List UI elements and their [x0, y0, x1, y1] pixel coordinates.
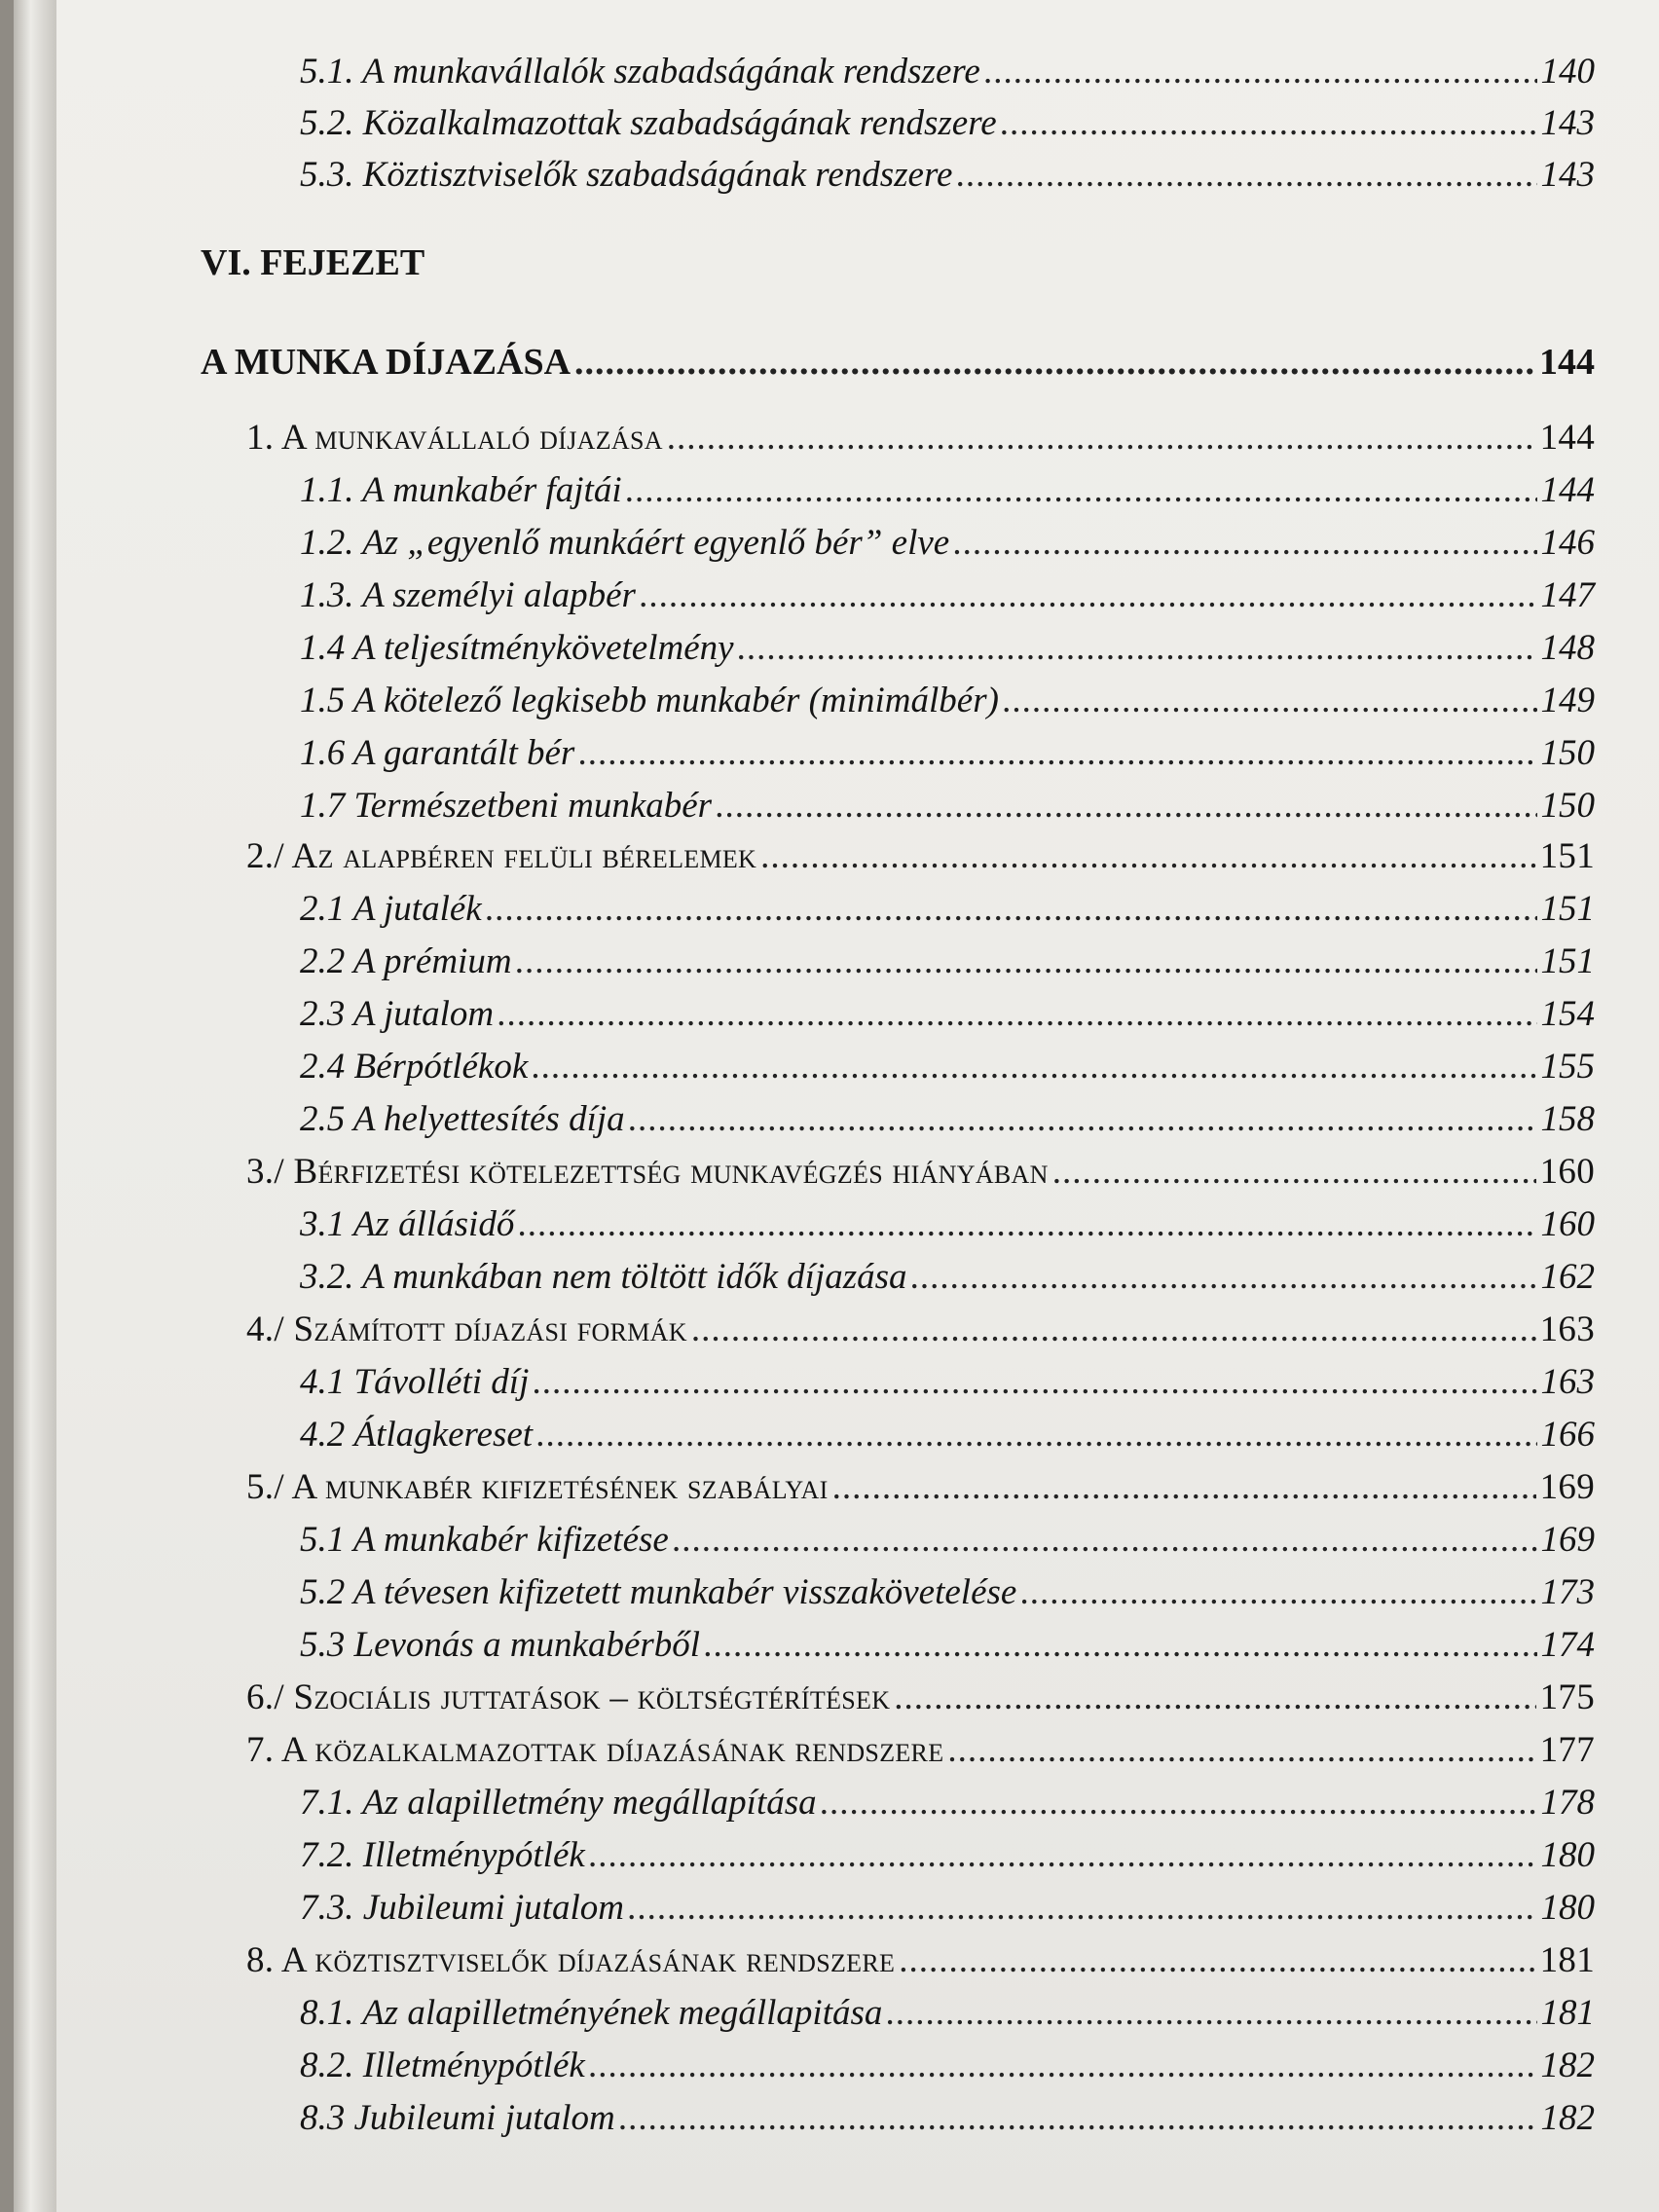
toc-entry-page: 169 — [1539, 1467, 1595, 1507]
dot-leader — [984, 51, 1537, 92]
dot-leader — [518, 1203, 1536, 1245]
toc-entry-page: 150 — [1540, 786, 1595, 826]
toc-entry-page: 144 — [1539, 342, 1595, 383]
toc-entry-title: 5./ A munkabér kifizetésének szabályai — [246, 1467, 829, 1507]
toc-entry-title: 1.1. A munkabér fajtái — [300, 470, 622, 510]
dot-leader — [589, 1834, 1537, 1876]
toc-entry — [246, 1466, 1595, 1508]
toc-entry — [300, 1992, 1595, 2034]
toc-entry-title: 8. A köztisztviselők díjazásának rendszere — [246, 1940, 896, 1980]
toc-entry-page: 154 — [1540, 994, 1595, 1034]
toc-entry — [246, 1309, 1595, 1350]
toc-entry — [300, 1098, 1595, 1140]
dot-leader — [486, 888, 1537, 930]
toc-entry-page: 140 — [1540, 52, 1595, 92]
dot-leader — [886, 1992, 1536, 2034]
toc-entry-title: 3.1 Az állásidő — [300, 1204, 515, 1244]
dot-leader — [589, 2045, 1537, 2086]
toc-entry-title: 5.2. Közalkalmazottak szabadságának rendszere — [300, 103, 997, 143]
toc-entry-page: 180 — [1540, 1888, 1595, 1928]
dot-leader — [716, 785, 1536, 827]
toc-entry — [246, 417, 1595, 459]
toc-entry-title: 4./ Számított díjazási formák — [246, 1309, 687, 1349]
toc-entry-page: 149 — [1540, 681, 1595, 720]
dot-leader — [704, 1624, 1536, 1666]
toc-entry — [300, 1414, 1595, 1456]
dot-leader — [578, 732, 1536, 774]
toc-entry — [246, 835, 1595, 877]
toc-entry-page: 177 — [1539, 1730, 1595, 1770]
chapter-heading: VI. FEJEZET — [201, 242, 425, 283]
dot-leader — [738, 627, 1537, 669]
toc-entry-page: 148 — [1540, 628, 1595, 668]
toc-entry-title: 8.1. Az alapilletményének megállapitása — [300, 1993, 883, 2033]
toc-entry-title: 5.3. Köztisztviselők szabadságának rendszere — [300, 155, 953, 195]
toc-entry-title: 5.1. A munkavállalók szabadságának rendszere — [300, 52, 980, 92]
dot-leader — [533, 1361, 1536, 1403]
dot-leader — [640, 574, 1537, 616]
toc-entry-title: 7.1. Az alapilletmény megállapítása — [300, 1783, 817, 1823]
toc-entry-page: 166 — [1540, 1415, 1595, 1455]
toc-entry — [300, 522, 1595, 564]
toc-entry-title: 5.1 A munkabér kifizetése — [300, 1520, 669, 1560]
toc-entry-title: 7.2. Illetménypótlék — [300, 1835, 585, 1875]
toc-entry-title: 1.6 A garantált bér — [300, 733, 575, 773]
toc-entry — [300, 102, 1595, 144]
toc-entry-title: 1.3. A személyi alapbér — [300, 575, 636, 615]
table-of-contents — [56, 0, 1659, 2212]
toc-entry — [300, 1519, 1595, 1561]
dot-leader — [536, 1414, 1536, 1456]
toc-entry-page: 147 — [1540, 575, 1595, 615]
toc-entry-page: 151 — [1540, 889, 1595, 929]
toc-entry-page: 178 — [1540, 1783, 1595, 1823]
dot-leader — [516, 940, 1537, 982]
dot-leader — [760, 835, 1535, 877]
toc-entry — [300, 1203, 1595, 1245]
toc-entry — [246, 1677, 1595, 1718]
toc-entry — [246, 1939, 1595, 1981]
dot-leader — [673, 1519, 1537, 1561]
toc-entry-page: 173 — [1540, 1572, 1595, 1612]
book-page — [56, 0, 1659, 2212]
toc-entry — [300, 2097, 1595, 2139]
toc-entry-page: 180 — [1540, 1835, 1595, 1875]
toc-entry-page: 143 — [1540, 103, 1595, 143]
toc-entry-page: 163 — [1540, 1362, 1595, 1402]
toc-entry-title: 4.1 Távolléti díj — [300, 1362, 530, 1402]
dot-leader — [956, 154, 1536, 196]
toc-entry-page: 160 — [1539, 1152, 1595, 1192]
toc-entry-title: 4.2 Átlagkereset — [300, 1415, 534, 1455]
toc-entry — [300, 785, 1595, 827]
toc-entry-title: 5.3 Levonás a munkabérből — [300, 1625, 701, 1665]
toc-entry-page: 182 — [1540, 2046, 1595, 2085]
dot-leader — [628, 1887, 1537, 1929]
toc-entry — [246, 1151, 1595, 1193]
toc-entry-title: 5.2 A tévesen kifizetett munkabér visszakövetelése — [300, 1572, 1017, 1612]
toc-entry-title: 1.4 A teljesítménykövetelmény — [300, 628, 734, 668]
toc-entry-title: 7. A közalkalmazottak díjazásának rendszere — [246, 1730, 944, 1770]
dot-leader — [1020, 1571, 1536, 1613]
toc-entry-page: 143 — [1540, 155, 1595, 195]
dot-leader — [953, 522, 1536, 564]
toc-entry-title: A MUNKA DÍJAZÁSA — [201, 342, 571, 383]
toc-entry-title: 2.3 A jutalom — [300, 994, 495, 1034]
dot-leader — [832, 1466, 1536, 1508]
background-board — [0, 0, 14, 2212]
dot-leader — [532, 1046, 1536, 1088]
toc-entry-page: 155 — [1540, 1047, 1595, 1087]
toc-entry-page: 181 — [1540, 1993, 1595, 2033]
dot-leader — [667, 417, 1536, 459]
toc-entry-page: 158 — [1540, 1099, 1595, 1139]
dot-leader — [899, 1939, 1535, 1981]
toc-entry-title: 2./ Az alapbéren felüli bérelemek — [246, 836, 757, 876]
toc-entry — [300, 51, 1595, 92]
dot-leader — [1052, 1151, 1536, 1193]
toc-entry-title: 1.2. Az „egyenlő munkáért egyenlő bér” elve — [300, 523, 950, 563]
toc-entry-title: 8.3 Jubileumi jutalom — [300, 2098, 615, 2138]
toc-entry — [300, 680, 1595, 721]
toc-entry-title: 6./ Szociális juttatások – költségtérítések — [246, 1677, 891, 1717]
toc-entry-title: 1.5 A kötelező legkisebb munkabér (minimálbér) — [300, 681, 999, 720]
dot-leader — [821, 1782, 1537, 1824]
toc-entry-title: 2.4 Bérpótlékok — [300, 1047, 529, 1087]
toc-entry-title: 2.5 A helyettesítés díja — [300, 1099, 625, 1139]
toc-entry — [300, 940, 1595, 982]
toc-entry — [300, 1834, 1595, 1876]
toc-entry-title: 3./ Bérfizetési kötelezettség munkavégzés hiányában — [246, 1152, 1049, 1192]
toc-entry — [300, 2045, 1595, 2086]
toc-entry-page: 182 — [1540, 2098, 1595, 2138]
toc-entry-title: 2.2 A prémium — [300, 941, 512, 981]
toc-entry-title: 8.2. Illetménypótlék — [300, 2046, 585, 2085]
page-stack-edge — [14, 0, 56, 2212]
toc-entry-page: 151 — [1539, 836, 1595, 876]
toc-entry-title: 2.1 A jutalék — [300, 889, 482, 929]
dot-leader — [947, 1729, 1535, 1771]
toc-entry — [300, 1571, 1595, 1613]
toc-entry — [300, 993, 1595, 1035]
dot-leader — [894, 1677, 1535, 1718]
toc-entry-page: 146 — [1540, 523, 1595, 563]
dot-leader — [691, 1309, 1536, 1350]
toc-entry — [300, 1361, 1595, 1403]
toc-entry — [300, 888, 1595, 930]
toc-entry-title: 7.3. Jubileumi jutalom — [300, 1888, 624, 1928]
toc-entry-page: 169 — [1540, 1520, 1595, 1560]
toc-entry-title: 1. A munkavállaló díjazása — [246, 418, 663, 458]
dot-leader — [1001, 102, 1537, 144]
toc-entry-page: 162 — [1540, 1257, 1595, 1297]
toc-entry — [300, 732, 1595, 774]
toc-entry — [300, 574, 1595, 616]
toc-entry — [300, 469, 1595, 511]
toc-entry — [246, 1729, 1595, 1771]
toc-entry — [300, 154, 1595, 196]
dot-leader — [498, 993, 1536, 1035]
toc-entry-page: 160 — [1540, 1204, 1595, 1244]
toc-entry-page: 181 — [1539, 1940, 1595, 1980]
toc-entry — [300, 1887, 1595, 1929]
toc-entry-page: 163 — [1539, 1309, 1595, 1349]
dot-leader — [629, 1098, 1537, 1140]
toc-entry — [300, 1046, 1595, 1088]
toc-entry — [300, 1782, 1595, 1824]
toc-entry — [300, 627, 1595, 669]
toc-entry-page: 174 — [1540, 1625, 1595, 1665]
dot-leader — [911, 1256, 1537, 1298]
toc-entry-page: 150 — [1540, 733, 1595, 773]
dot-leader — [1003, 680, 1537, 721]
dot-leader — [619, 2097, 1537, 2139]
toc-entry — [300, 1624, 1595, 1666]
dot-leader — [626, 469, 1537, 511]
toc-entry-page: 175 — [1539, 1677, 1595, 1717]
toc-entry — [300, 1256, 1595, 1298]
toc-entry-title: 3.2. A munkában nem töltött idők díjazása — [300, 1257, 907, 1297]
toc-entry-page: 151 — [1540, 941, 1595, 981]
toc-entry-title: 1.7 Természetbeni munkabér — [300, 786, 713, 826]
toc-entry-page: 144 — [1539, 418, 1595, 458]
dot-leader — [574, 341, 1535, 384]
toc-entry — [201, 341, 1595, 384]
toc-entry-page: 144 — [1540, 470, 1595, 510]
